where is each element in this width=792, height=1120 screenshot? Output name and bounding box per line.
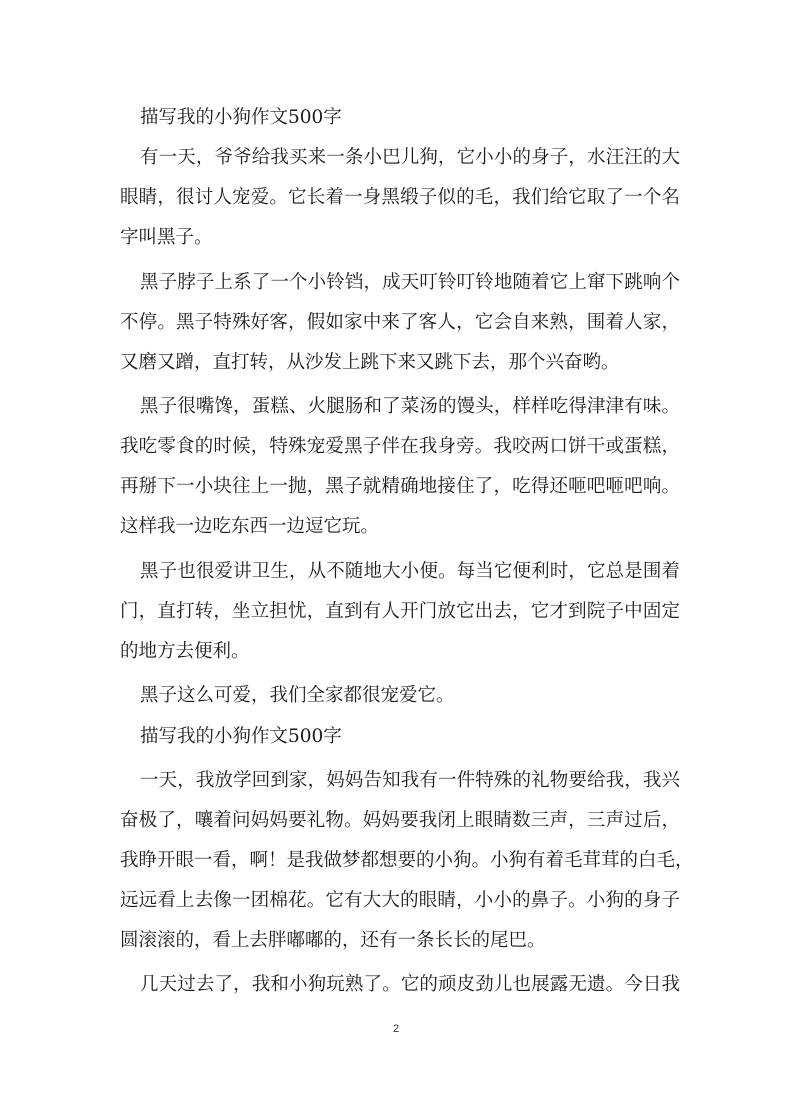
paragraph-line: 圆滚滚的，看上去胖嘟嘟的，还有一条长长的尾巴。 [120,930,546,951]
paragraph-line: 黑子也很爱讲卫生，从不随地大小便。每当它便利时，它总是围着 [140,561,680,582]
paragraph-line: 门，直打转，坐立担忧，直到有人开门放它出去，它才到院子中固定 [120,601,680,622]
paragraph-line: 这样我一边吃东西一边逗它玩。 [120,516,380,537]
essay-title-1: 描写我的小狗作文500字 [140,107,342,128]
paragraph-line: 又磨又蹭，直打转，从沙发上跳下来又跳下去，那个兴奋哟。 [120,352,620,373]
paragraph-line: 黑子很嘴馋，蛋糕、火腿肠和了菜汤的馒头，样样吃得津津有味。 [140,396,680,417]
paragraph-line: 的地方去便利。 [120,641,250,662]
paragraph-line: 眼睛，很讨人宠爱。它长着一身黑缎子似的毛，我们给它取了一个名 [120,187,680,208]
paragraph-line: 远远看上去像一团棉花。它有大大的眼睛，小小的鼻子。小狗的身子 [120,890,680,911]
paragraph-line: 我睁开眼一看，啊！是我做梦都想要的小狗。小狗有着毛茸茸的白毛， [120,850,694,871]
page-number: 2 [392,1023,400,1035]
paragraph-line: 几天过去了，我和小狗玩熟了。它的顽皮劲儿也展露无遗。今日我 [140,974,680,995]
paragraph-line: 奋极了，嚷着问妈妈要礼物。妈妈要我闭上眼睛数三声，三声过后， [120,810,680,831]
paragraph-line: 一天，我放学回到家，妈妈告知我有一件特殊的礼物要给我，我兴 [140,770,680,791]
paragraph-line: 不停。黑子特殊好客，假如家中来了客人，它会自来熟，围着人家， [120,312,680,333]
paragraph-line: 我吃零食的时候，特殊宠爱黑子伴在我身旁。我咬两口饼干或蛋糕， [120,436,680,457]
paragraph-line: 再掰下一小块往上一抛，黑子就精确地接住了，吃得还咂吧咂吧响。 [120,476,680,497]
essay-title-2: 描写我的小狗作文500字 [140,726,342,747]
paragraph-line: 字叫黑子。 [120,227,213,248]
paragraph-line: 黑子脖子上系了一个小铃铛，成天叮铃叮铃地随着它上窜下跳响个 [140,272,680,293]
paragraph-line: 有一天，爷爷给我买来一条小巴儿狗，它小小的身子，水汪汪的大 [140,147,680,168]
paragraph-line: 黑子这么可爱，我们全家都很宠爱它。 [140,685,455,706]
